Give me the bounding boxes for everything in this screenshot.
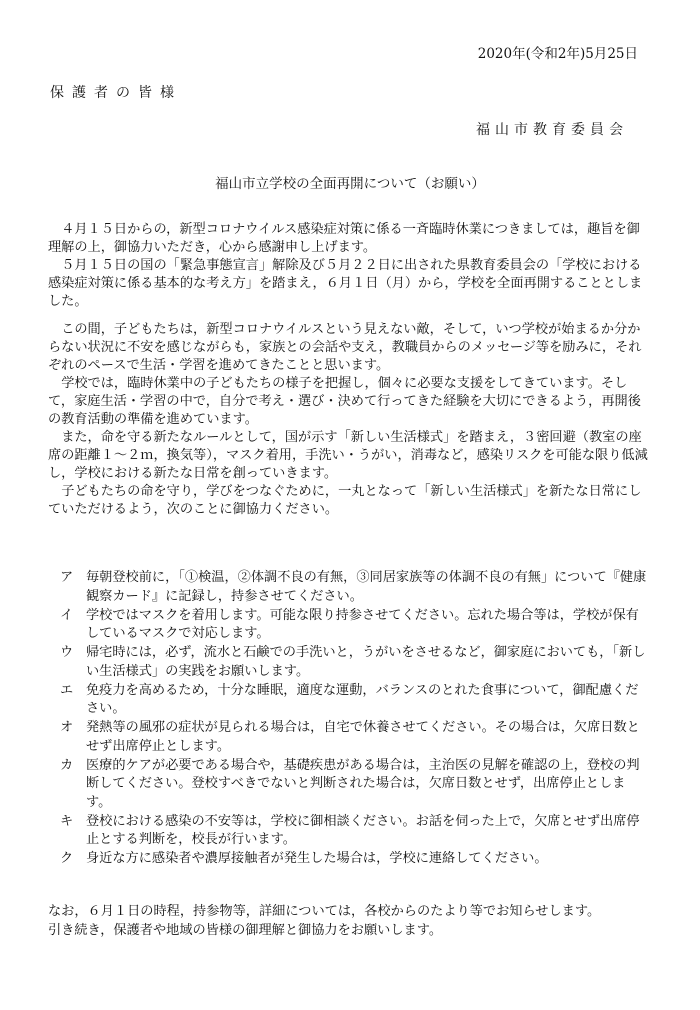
recipient-line: 保護者の皆様 <box>50 85 182 101</box>
document-date: 2020年(令和2年)5月25日 <box>477 46 638 62</box>
closing-paragraph: なお，６月１日の時程，持参物等，詳細については，各校からのたより等でお知らせします。 <box>48 904 601 919</box>
list-item <box>58 757 648 813</box>
body-paragraph: ４月１５日からの，新型コロナウイルス感染症対策に係る一斉臨時休業につきましては，趣旨を御理解の上，御協力いただき，心から感謝申し上げます。 <box>48 222 640 255</box>
request-list <box>58 569 648 869</box>
body-paragraph: 学校では，臨時休業中の子どもたちの様子を把握し，個々に必要な支援をしてきています。そして，家庭生活・学習の中で，自分で考え・選び・決めて行ってきた経験を大切にできるよう，再開後の教育活動の準備を進めています。 <box>48 376 641 427</box>
list-item-marker: エ <box>60 682 74 698</box>
document-title: 福山市立学校の全面再開について（お願い） <box>215 176 485 192</box>
list-item-text: 免疫力を高めるため，十分な睡眠，適度な運動，バランスのとれた食事について，御配慮ください。 <box>86 682 639 716</box>
list-item-marker: キ <box>60 813 74 829</box>
closing-section <box>48 902 648 940</box>
list-item <box>58 607 648 644</box>
list-item-text: 毎朝登校前に，「①検温，②体調不良の有無，③同居家族等の体調不良の有無」について『健康観察カード』に記録し，持参させてください。 <box>86 570 647 604</box>
list-item-text: 身近な方に感染者や濃厚接触者が発生した場合は，学校に連絡してください。 <box>86 851 548 866</box>
list-item <box>58 719 648 756</box>
list-item-text: 登校における感染の不安等は，学校に御相談ください。お話を伺った上で，欠席とせず出席停止とする判断を，校長が行います。 <box>86 813 640 847</box>
list-item-marker: オ <box>60 720 74 735</box>
list-item <box>58 644 648 681</box>
sender-line: 福山市教育委員会 <box>476 122 628 138</box>
context-section <box>48 321 648 519</box>
body-paragraph: ５月１５日の国の「緊急事態宣言」解除及び５月２２日に出された県教育委員会の「学校における感染症対策に係る基本的な考え方」を踏まえ，６月１日（月）から，学校を全面再開することとしました。 <box>48 258 643 309</box>
closing-paragraph: 引き続き，保護者や地域の皆様の御理解と御協力をお願いします。 <box>48 923 443 938</box>
list-item-text: 帰宅時には，必ず，流水と石鹸での手洗いと，うがいをさせるなど，御家庭においても，「新しい生活様式」の実践をお願いします。 <box>86 645 646 679</box>
list-item <box>58 682 648 719</box>
body-paragraph: この間，子どもたちは，新型コロナウイルスという見えない敵，そして，いつ学校が始まるか分からない状況に不安を感じながらも，家族との会話や支え，教職員からのメッセージ等を励みに，それぞれのペースで生活・学習を進めてきたことと思います。 <box>48 322 642 373</box>
list-item-text: 医療的ケアが必要である場合や，基礎疾患がある場合は，主治医の見解を確認の上，登校の判断してください。登校すべきでないと判断された場合は，欠席日数とせず，出席停止とします。 <box>86 757 640 810</box>
list-item-marker: イ <box>60 607 74 623</box>
list-item-text: 学校ではマスクを着用します。可能な限り持参させてください。忘れた場合等は，学校が保有しているマスクで対応します。 <box>86 607 639 641</box>
list-item-marker: ウ <box>60 645 74 660</box>
list-item <box>58 569 648 606</box>
list-item-text: 発熱等の風邪の症状が見られる場合は，自宅で休養させてください。その場合は，欠席日数とせず出席停止とします。 <box>86 720 640 754</box>
list-item-marker: ア <box>60 570 74 585</box>
list-item-marker: カ <box>60 757 74 773</box>
body-paragraph: 子どもたちの命を守り，学びをつなぐために，一丸となって「新しい生活様式」を新たな日常にしていただけるよう，次のことに御協力ください。 <box>48 484 642 517</box>
body-paragraph: また，命を守る新たなルールとして，国が示す「新しい生活様式」を踏まえ，３密回避（教室の座席の距離１～２ｍ，換気等），マスク着用，手洗い・うがい，消毒など，感染リスクを可能な限り低減し，学校における新たな日常を創っていきます。 <box>48 430 648 481</box>
list-item <box>58 850 648 869</box>
list-item <box>58 813 648 850</box>
list-item-marker: ク <box>60 851 74 866</box>
intro-section <box>48 221 648 311</box>
